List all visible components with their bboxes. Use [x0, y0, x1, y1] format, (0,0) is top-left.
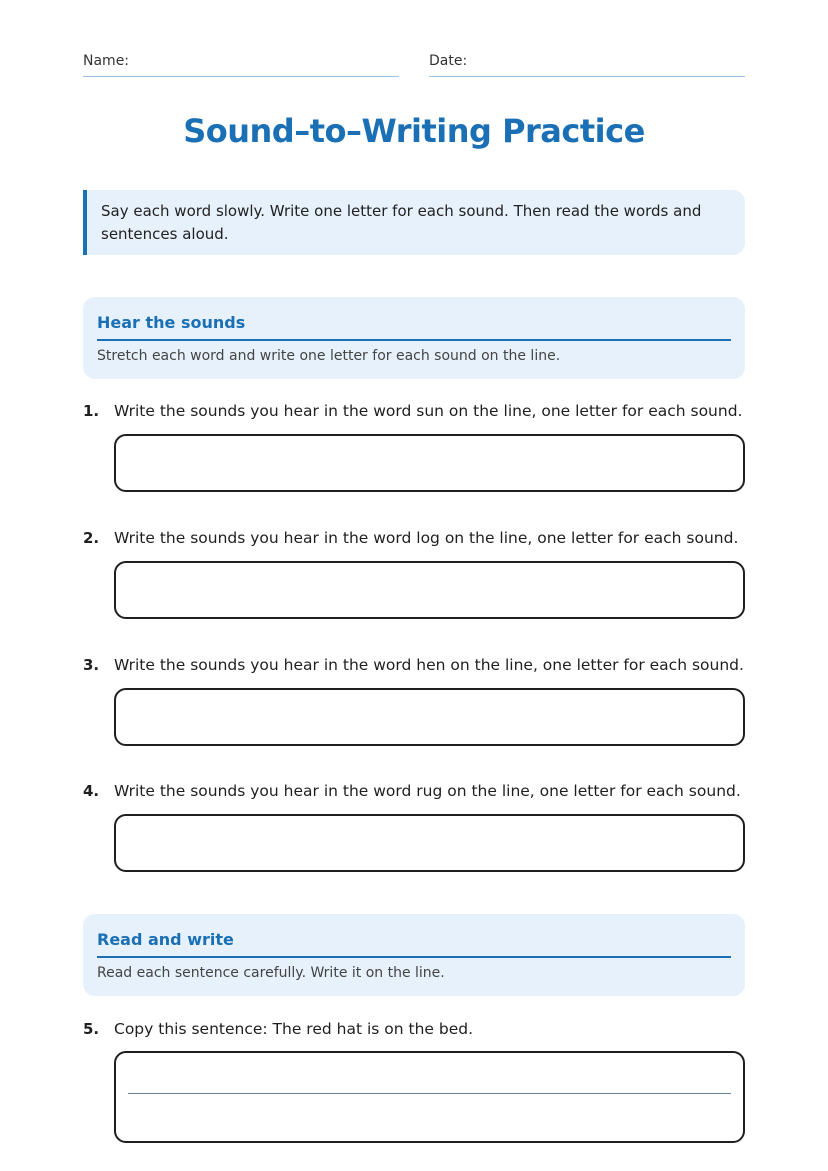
- section-title: Hear the sounds: [97, 311, 731, 341]
- name-date-row: [83, 52, 745, 78]
- question-number: 4.: [83, 782, 100, 800]
- question-number: 1.: [83, 402, 100, 420]
- answer-box[interactable]: [114, 688, 745, 746]
- question-number: 3.: [83, 656, 100, 674]
- question-text: Write the sounds you hear in the word log on the line, one letter for each sound.: [114, 529, 739, 547]
- answer-box[interactable]: [114, 814, 745, 872]
- question-number: 2.: [83, 529, 100, 547]
- instructions-callout: Say each word slowly. Write one letter for each sound. Then read the words and sentences aloud.: [83, 190, 745, 255]
- question-number: 5.: [83, 1020, 100, 1038]
- section-description: Stretch each word and write one letter for each sound on the line.: [97, 348, 561, 364]
- date-label: Date:: [429, 53, 468, 69]
- answer-box[interactable]: [114, 561, 745, 619]
- writing-line: [128, 1093, 731, 1094]
- answer-box[interactable]: [114, 434, 745, 492]
- question-text: Write the sounds you hear in the word rug on the line, one letter for each sound.: [114, 782, 741, 800]
- name-label: Name:: [83, 53, 130, 69]
- question-text: Copy this sentence: The red hat is on the bed.: [114, 1020, 473, 1038]
- question-text: Write the sounds you hear in the word sun on the line, one letter for each sound.: [114, 402, 743, 420]
- date-field[interactable]: [429, 52, 745, 77]
- name-field[interactable]: [83, 52, 399, 77]
- section-title: Read and write: [97, 928, 731, 958]
- section-read-and-write: [83, 914, 745, 996]
- section-hear-the-sounds: [83, 297, 745, 379]
- page-title: Sound–to–Writing Practice: [183, 112, 645, 150]
- section-description: Read each sentence carefully. Write it on the line.: [97, 965, 445, 981]
- answer-box[interactable]: [114, 1051, 745, 1143]
- question-text: Write the sounds you hear in the word hen on the line, one letter for each sound.: [114, 656, 744, 674]
